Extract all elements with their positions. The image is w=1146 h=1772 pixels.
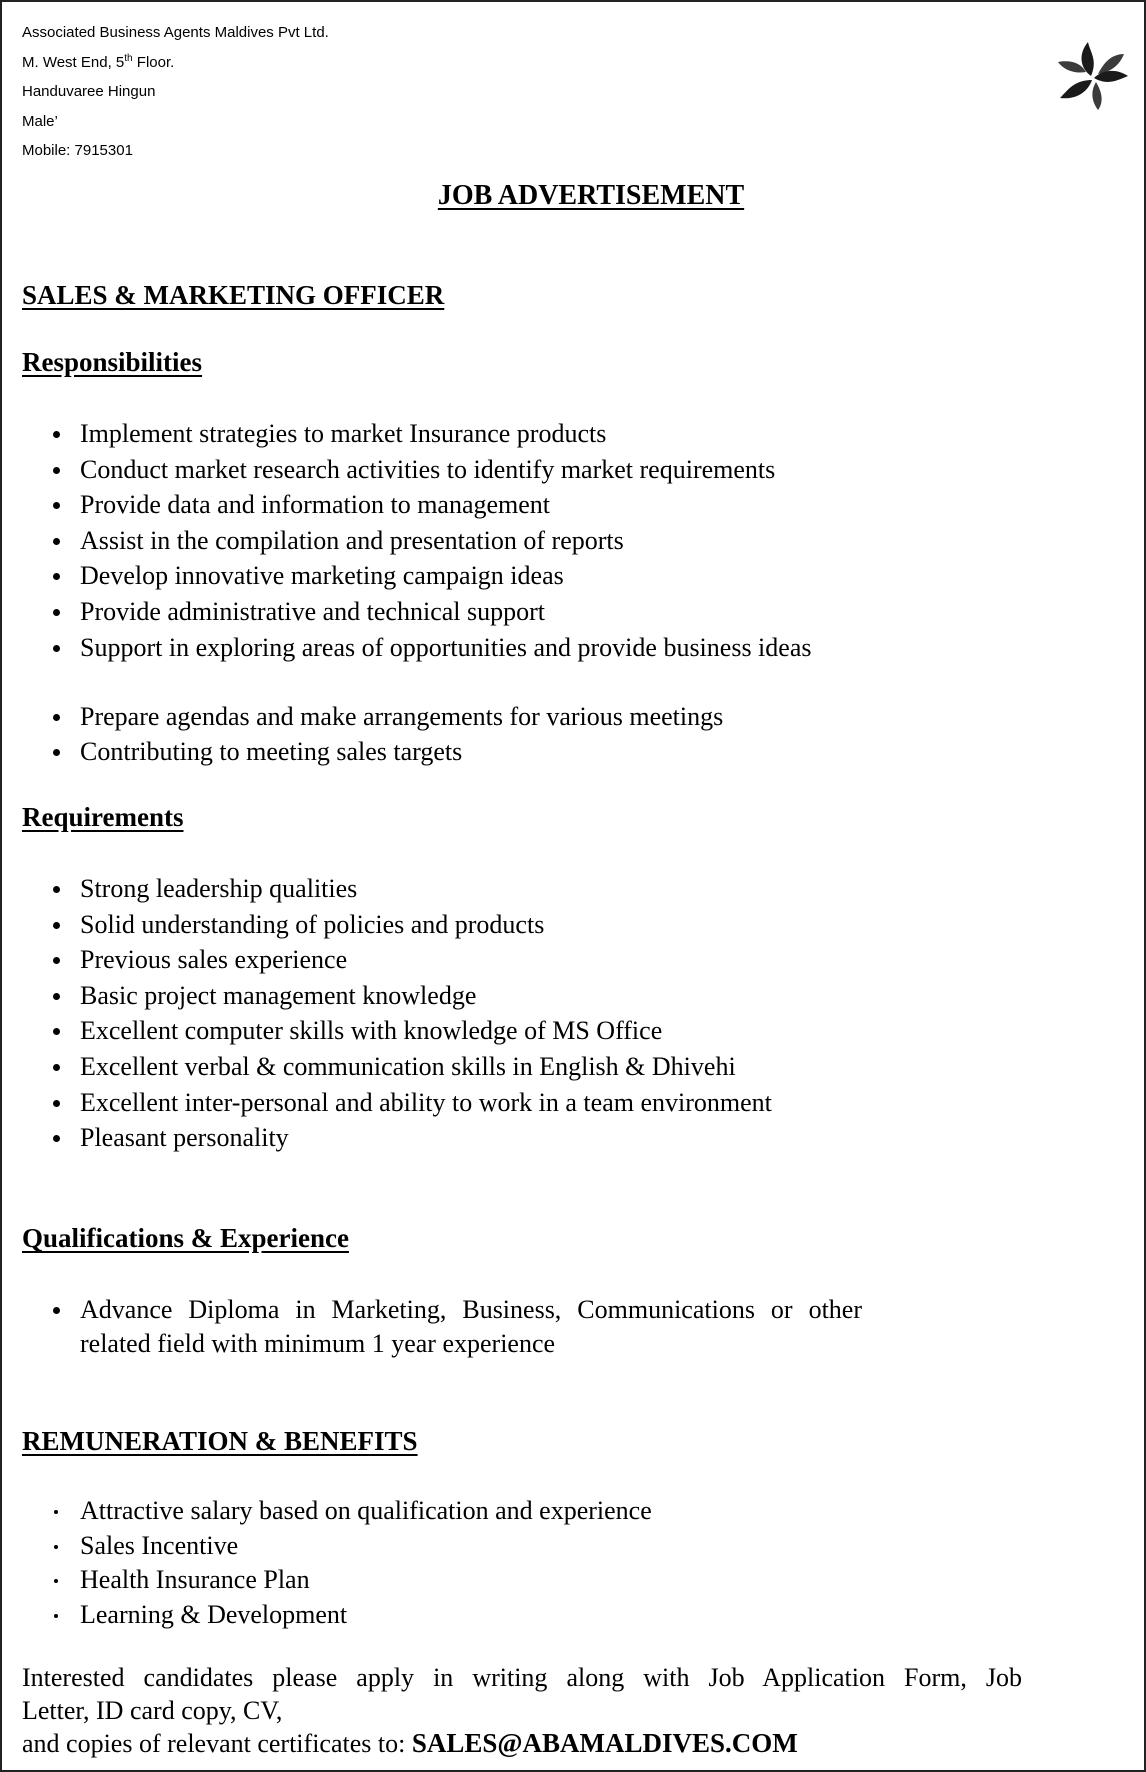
list-item: Health Insurance Plan [22,1563,862,1598]
list-item: Strong leadership qualities [22,872,862,908]
list-item: Pleasant personality [22,1121,862,1157]
position-title: SALES & MARKETING OFFICER [22,280,445,310]
company-address-block [22,18,329,166]
application-instructions [22,1661,1022,1760]
list-item: Provide administrative and technical support [22,595,862,631]
list-item: Prepare agendas and make arrangements for various meetings [22,700,862,736]
list-item: Develop innovative marketing campaign ideas [22,559,862,595]
application-line-2: Letter, ID card copy, CV, [22,1696,283,1725]
company-address-line-2: Handuvaree Hingun [22,83,156,100]
address-line-1-post: Floor. [132,53,175,71]
application-line-1: Interested candidates please apply in writing along with Job Application Form, Job [22,1663,1022,1692]
application-email: SALES@ABAMALDIVES.COM [411,1728,798,1758]
document-title-text: JOB ADVERTISEMENT [437,180,745,211]
list-item: Excellent inter-personal and ability to work in a team environment [22,1086,862,1122]
list-item: Implement strategies to market Insurance products [22,417,862,453]
requirements-list [22,872,862,1157]
list-item: Attractive salary based on qualification and experience [22,1494,862,1529]
company-mobile: Mobile: 7915301 [22,142,133,159]
company-address-line-1 [22,48,329,78]
list-item: Sales Incentive [22,1529,862,1564]
responsibilities-heading: Responsibilities [22,347,203,377]
responsibilities-list [22,417,862,771]
address-line-1-pre: M. West End, 5 [22,53,125,71]
list-item: Learning & Development [22,1598,862,1633]
list-item: Advance Diploma in Marketing, Business, Communications or other related field with minimum 1 year experience [22,1293,862,1362]
three-leaf-logo-icon [1058,42,1128,110]
list-item: Contributing to meeting sales targets [22,735,862,771]
company-name: Associated Business Agents Maldives Pvt Ltd. [22,24,329,41]
document-title [2,180,1144,212]
company-address-line-3: Male’ [22,112,58,130]
list-item: Solid understanding of policies and products [22,908,862,944]
list-item: Previous sales experience [22,943,862,979]
list-item: Basic project management knowledge [22,979,862,1015]
requirements-heading: Requirements [22,802,184,832]
qualifications-heading: Qualifications & Experience [22,1223,349,1253]
remuneration-list [22,1494,862,1632]
list-item: Excellent verbal & communication skills in English & Dhivehi [22,1050,862,1086]
list-item: Provide data and information to management [22,488,862,524]
list-item: Excellent computer skills with knowledge of MS Office [22,1014,862,1050]
qualifications-list [22,1293,862,1362]
list-item: Conduct market research activities to identify market requirements [22,453,862,489]
application-line-3: and copies of relevant certificates to: [22,1729,412,1758]
address-line-1-sup: th [124,52,133,64]
remuneration-heading: REMUNERATION & BENEFITS [22,1426,418,1456]
list-item: Support in exploring areas of opportunities and provide business ideas [22,631,862,700]
list-item: Assist in the compilation and presentation of reports [22,524,862,560]
